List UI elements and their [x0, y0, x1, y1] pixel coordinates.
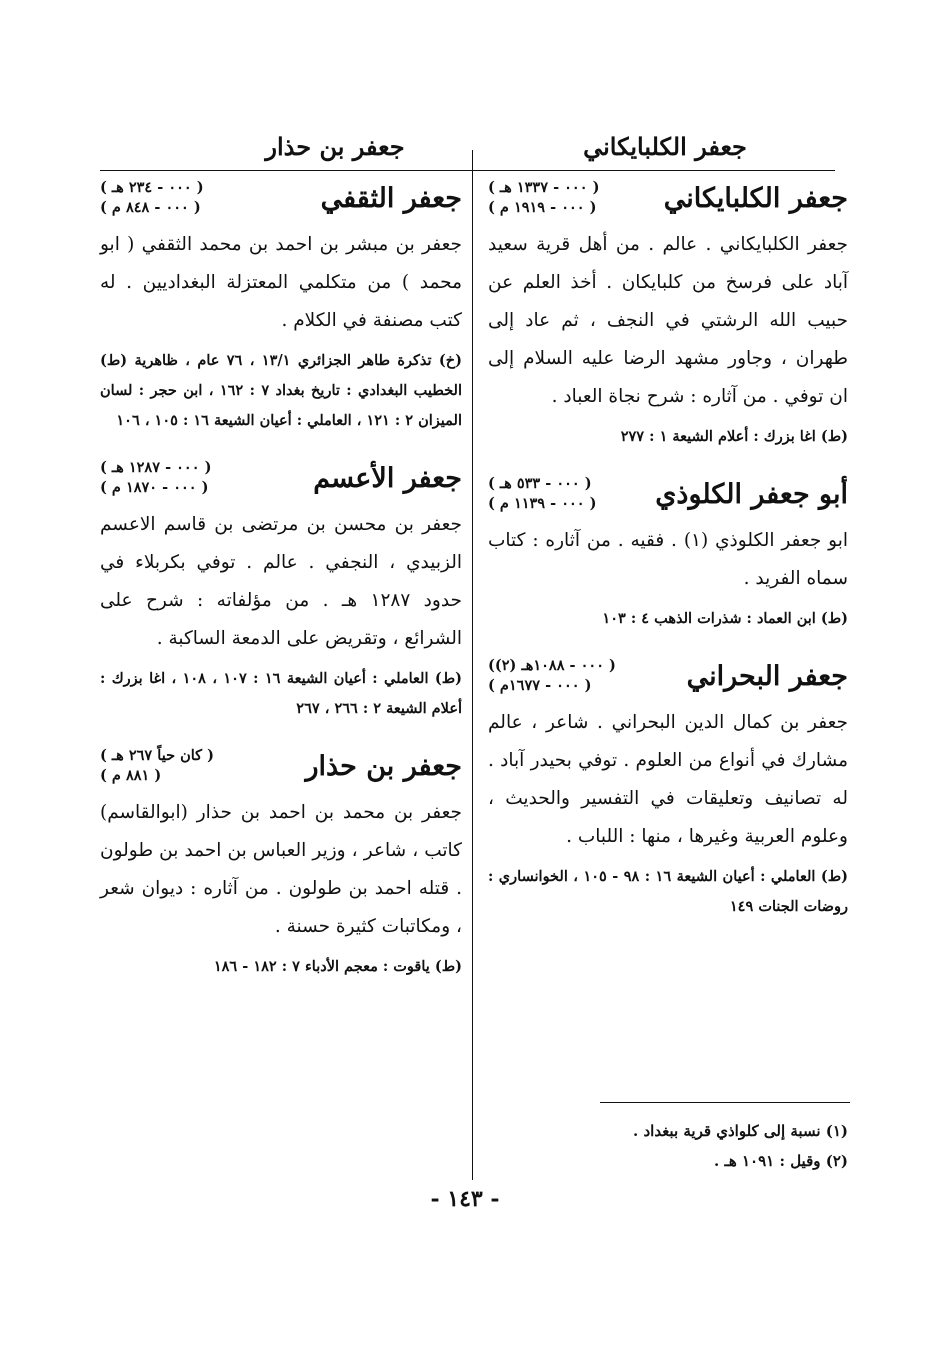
footnote-rule [600, 1102, 850, 1103]
entry-source: (ط) العاملي : أعيان الشيعة ١٦ : ١٠٧ ، ١٠٨ ، اغا بزرك : أعلام الشيعة ٢ : ٢٦٦ ، ٢٦٧ [100, 670, 463, 717]
dates-hijri: ( ٠٠٠ - ١٣٣٧ هـ ) [488, 179, 600, 196]
dates-gregorian: ( ٠٠٠ - ٨٤٨ م ) [100, 199, 201, 216]
entry-name: جعفر بن حذار [305, 750, 462, 782]
right-column [488, 178, 848, 944]
page-number: - ١٤٣ - [430, 1186, 500, 1212]
entry-body: جعفر بن كمال الدين البحراني . شاعر ، عالم مشارك في أنواع من العلوم . توفي بحيدر آباد . له تصانيف وتعليقات في التفسير والحديث ، وعلوم العربية وغيرها ، منها : اللباب . [488, 712, 848, 847]
dates-gregorian: ( ٠٠٠ - ١٨٧٠ م ) [100, 479, 209, 496]
running-header-right: جعفر الكلبايكاني [583, 132, 747, 161]
entry-dates [488, 656, 616, 696]
dates-gregorian: ( ٠٠٠ - ١٩١٩ م ) [488, 199, 597, 216]
entry-dates [100, 178, 204, 218]
entry-bahrani [488, 656, 848, 922]
entry-body: ابو جعفر الكلوذي (١) . فقيه . من آثاره : كتاب سماه الفريد . [488, 530, 848, 589]
entry-head [100, 178, 462, 218]
dates-hijri: ( ٠٠٠ - ١٢٨٧ هـ ) [100, 459, 212, 476]
dates-gregorian: ( ٨٨١ م ) [100, 767, 162, 784]
left-column [100, 178, 462, 1004]
entry-hadhar [100, 746, 462, 982]
entry-aasam [100, 458, 462, 724]
running-header-left: جعفر بن حذار [265, 132, 405, 161]
entry-body: جعفر بن محسن بن مرتضى بن قاسم الاعسم الزبيدي ، النجفي . عالم . توفي بكربلاء في حدود ١٢٨٧ هـ . من مؤلفاته : شرح على الشرائع ، وتقريض على الدمعة الساكبة . [100, 514, 462, 649]
entry-body: جعفر بن محمد بن احمد بن حذار (ابوالقاسم) كاتب ، شاعر ، وزير العباس بن احمد بن طولون . قتله احمد بن طولون . من آثاره : ديوان شعر ، ومكاتبات كثيرة حسنة . [100, 802, 462, 937]
entry-name: جعفر الثقفي [320, 182, 462, 214]
dates-hijri: ( ٠٠٠ - ٢٣٤ هـ ) [100, 179, 204, 196]
entry-head [100, 746, 462, 786]
entry-head [100, 458, 462, 498]
dates-hijri: ( ٠٠٠ - ٥٣٣ هـ ) [488, 475, 592, 492]
dates-gregorian: ( ٠٠٠ - ١٦٧٧م ) [488, 677, 592, 694]
footnotes [488, 1116, 848, 1176]
entry-kalbaykani [488, 178, 848, 452]
dates-hijri: ( ٠٠٠ - ١٠٨٨هـ (٢)) [488, 657, 616, 674]
entry-name: جعفر الأعسم [313, 462, 462, 494]
entry-dates [488, 178, 599, 218]
entry-source: (خ) تذكرة طاهر الجزائري ١٣/١ ، ٧٦ عام ، ظاهرية (ط) الخطيب البغدادي : تاريخ بغداد ٧ : ١٦٢ ، ابن حجر : لسان الميزان ٢ : ١٢١ ، العاملي : أعيان الشيعة ١٦ : ١٠٥ ، ١٠٦ [100, 352, 463, 429]
entry-name: جعفر البحراني [686, 660, 848, 692]
entry-thaqafi [100, 178, 462, 436]
entry-kalwadhi [488, 474, 848, 634]
dates-hijri: ( كان حياً ٢٦٧ هـ ) [100, 747, 214, 764]
entry-dates [488, 474, 597, 514]
column-divider [472, 150, 473, 1180]
dates-gregorian: ( ٠٠٠ - ١١٣٩ م ) [488, 495, 597, 512]
entry-source: (ط) العاملي : أعيان الشيعة ١٦ : ٩٨ - ١٠٥ ، الخوانساري : روضات الجنات ١٤٩ [488, 868, 848, 915]
entry-body: جعفر بن مبشر بن احمد بن محمد الثقفي ( ابو محمد ) من متكلمي المعتزلة البغداديين . له كتب مصنفة في الكلام . [100, 234, 462, 331]
entry-source: (ط) ياقوت : معجم الأدباء ٧ : ١٨٢ - ١٨٦ [213, 958, 462, 975]
footnote-1: (١) نسبة إلى كلواذي قرية ببغداد . [633, 1122, 848, 1140]
header-rule [100, 170, 835, 171]
entry-head [488, 474, 848, 514]
entry-name: أبو جعفر الكلوذي [655, 478, 848, 510]
entry-body: جعفر الكلبايكاني . عالم . من أهل قرية سعيد آباد على فرسخ من كلبايكان . أخذ العلم عن حبيب الله الرشتي في النجف ، ثم عاد إلى طهران ، وجاور مشهد الرضا عليه السلام إلى ان توفي . من آثاره : شرح نجاة العباد . [488, 234, 848, 407]
footnote-2: (٢) وقيل : ١٠٩١ هـ . [714, 1152, 848, 1170]
entry-dates [100, 458, 211, 498]
entry-source: (ط) اغا بزرك : أعلام الشيعة ١ : ٢٧٧ [620, 428, 848, 445]
entry-name: جعفر الكلبايكاني [663, 182, 848, 214]
entry-head [488, 656, 848, 696]
entry-source: (ط) ابن العماد : شذرات الذهب ٤ : ١٠٣ [602, 610, 848, 627]
entry-head [488, 178, 848, 218]
entry-dates [100, 746, 214, 786]
